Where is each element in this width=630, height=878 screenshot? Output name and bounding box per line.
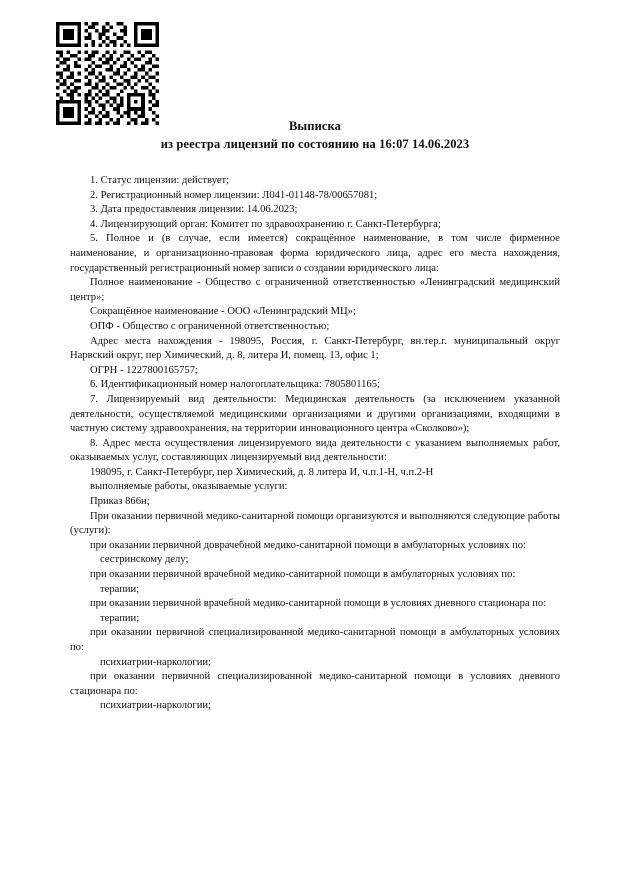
qr-code-svg <box>55 22 160 125</box>
order-reference: Приказ 866н; <box>90 496 150 508</box>
item-licensed-activity: 7. Лицензируемый вид деятельности: Медицинская деятельность (за исключением указанной деятельности, осуществляемой медицинскими организациями и другими организациями, входящими в частную систему здравоохранения, на территории инновационного центра «Сколково»); <box>70 393 560 435</box>
service-group-1-value: сестринскому делу; <box>100 554 189 566</box>
item-status: 1. Статус лицензии: действует; <box>90 175 230 186</box>
item-inn: 6. Идентификационный номер налогоплательщика: 7805801165; <box>90 379 380 391</box>
entity-address: Адрес места нахождения - 198095, Россия, г. Санкт-Петербург, вн.тер.г. муниципальный округ Нарвский округ, пер Химический, д. 8, литера И, помещ. 13, офис 1; <box>70 335 560 362</box>
service-group-3-header: при оказании первичной врачебной медико-санитарной помощи в условиях дневного стационара по: <box>90 598 547 610</box>
qr-code-icon <box>55 22 160 125</box>
service-group-4-header: при оказании первичной специализированной медико-санитарной помощи в амбулаторных условиях по: <box>70 627 560 653</box>
item-entity-naming: 5. Полное и (в случае, если имеется) сокращённое наименование, в том числе фирменное наименование, и организационно-правовая форма юридического лица, адрес его места нахождения, государственный регистрационный номер записи о создании юридического лица: <box>70 233 560 274</box>
service-group-4-value: психиатрии-наркологии; <box>100 656 212 668</box>
item-licensing-authority: 4. Лицензирующий орган: Комитет по здравоохранению г. Санкт-Петербурга; <box>90 218 441 230</box>
service-group-5-value: психиатрии-наркологии; <box>100 700 212 712</box>
service-group-1-header: при оказании первичной доврачебной медико-санитарной помощи в амбулаторных условиях по: <box>90 539 527 551</box>
entity-short-name: Сокращённое наименование - ООО «Ленинградский МЦ»; <box>90 306 356 318</box>
entity-legal-form: ОПФ - Общество с ограниченной ответственностью; <box>90 320 330 332</box>
title-secondary: из реестра лицензий по состоянию на 16:07 14.06.2023 <box>160 137 470 151</box>
services-intro: При оказании первичной медико-санитарной помощи организуются и выполняются следующие работы (услуги): <box>70 510 560 537</box>
service-group-2-header: при оказании первичной врачебной медико-санитарной помощи в амбулаторных условиях по: <box>90 569 516 581</box>
title-primary: Выписка <box>288 119 341 133</box>
entity-full-name: Полное наименование - Общество с ограниченной ответственностью «Ленинградский медицинский центр»; <box>70 277 560 303</box>
service-group-2-value: терапии; <box>100 583 140 595</box>
item-registration-number: 2. Регистрационный номер лицензии: Л041-01148-78/00657081; <box>90 189 378 201</box>
activity-address-value: 198095, г. Санкт-Петербург, пер Химический, д. 8 литера И, ч.п.1-Н, ч.п.2-Н <box>90 466 434 478</box>
document-title <box>70 118 560 153</box>
entity-ogrn: ОГРН - 1227800165757; <box>90 364 198 376</box>
works-services-header: выполняемые работы, оказываемые услуги: <box>90 481 288 493</box>
item-activity-address: 8. Адрес места осуществления лицензируемого вида деятельности с указанием выполняемых работ, оказываемых услуг, составляющих лицензируемый вид деятельности: <box>70 437 560 464</box>
service-group-5-header: при оказании первичной специализированной медико-санитарной помощи в условиях дневного стационара по: <box>70 671 560 697</box>
document-body <box>70 174 560 714</box>
item-issue-date: 3. Дата предоставления лицензии: 14.06.2023; <box>90 204 298 216</box>
service-group-3-value: терапии; <box>100 612 140 624</box>
